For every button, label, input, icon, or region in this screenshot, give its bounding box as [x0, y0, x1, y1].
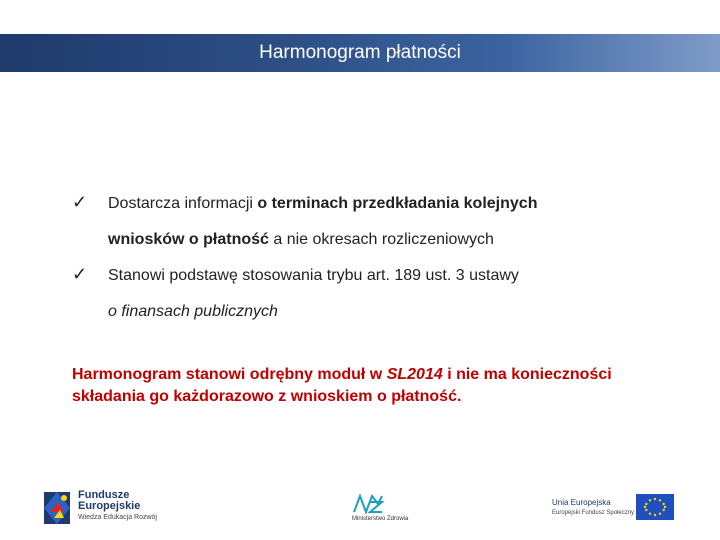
ministerstwo-zdrowia-logo [352, 492, 384, 516]
slide-title: Harmonogram płatności [259, 42, 461, 63]
fundusze-europejskie-text: Fundusze Europejskie Wiedza Edukacja Rozwój [78, 489, 157, 521]
fundusze-europejskie-logo [40, 488, 74, 528]
bullet-2-line-2: o finansach publicznych [108, 303, 278, 320]
slide-title-bar [0, 34, 720, 72]
unia-europejska-text: Unia Europejska Europejski Fundusz Społeczny [552, 498, 635, 516]
eu-flag-icon [636, 494, 674, 520]
checkmark-icon: ✓ [72, 192, 88, 212]
bullet-1-line-2: wniosków o płatność a nie okresach rozliczeniowych [108, 231, 494, 248]
ministerstwo-zdrowia-caption: Ministerstwo Zdrowia [352, 516, 409, 522]
highlight-note: Harmonogram stanowi odrębny moduł w SL2014 i nie ma konieczności składania go każdorazowo z wnioskiem o płatność. [72, 366, 612, 405]
bullet-1-line-1: Dostarcza informacji o terminach przedkładania kolejnych [108, 195, 538, 212]
checkmark-icon: ✓ [72, 264, 88, 284]
bullet-2-line-1: Stanowi podstawę stosowania trybu art. 189 ust. 3 ustawy [108, 267, 519, 284]
